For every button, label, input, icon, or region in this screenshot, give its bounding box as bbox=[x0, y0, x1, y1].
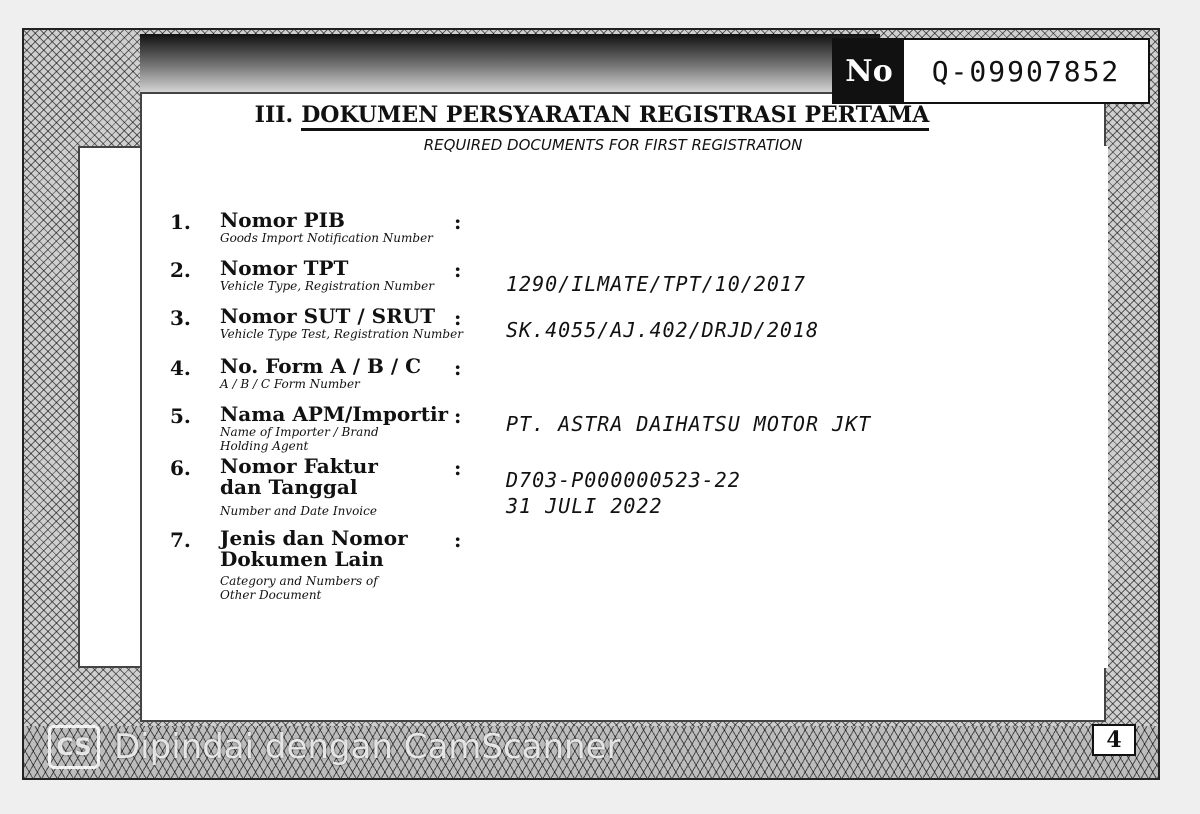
section-number: III. bbox=[254, 102, 294, 128]
field-colon: : bbox=[454, 258, 462, 282]
inner-panel-right bbox=[1102, 146, 1108, 668]
field-label-text: Nomor PIB bbox=[220, 208, 345, 232]
field-label bbox=[220, 528, 420, 602]
field-number: 7. bbox=[170, 528, 191, 552]
field-value: 1290/ILMATE/TPT/10/2017 bbox=[506, 272, 806, 296]
field-value: D703-P000000523-22 bbox=[506, 468, 741, 492]
serial-number: Q-09907852 bbox=[931, 54, 1121, 88]
field-label-text: Nama APM/Importir bbox=[220, 402, 449, 426]
field-row-form bbox=[170, 356, 970, 406]
field-value: SK.4055/AJ.402/DRJD/2018 bbox=[506, 318, 819, 342]
field-label bbox=[220, 356, 465, 391]
field-label-text: Jenis dan Nomor Dokumen Lain bbox=[220, 526, 408, 571]
field-label-english: Goods Import Notification Number bbox=[220, 231, 433, 245]
frame-top-band bbox=[140, 34, 880, 94]
field-row-sut bbox=[170, 306, 970, 356]
field-label-text: Nomor SUT / SRUT bbox=[220, 304, 436, 328]
field-value: PT. ASTRA DAIHATSU MOTOR JKT bbox=[506, 412, 872, 436]
field-colon: : bbox=[454, 528, 462, 552]
field-label-text: Nomor Faktur dan Tanggal bbox=[220, 454, 378, 499]
field-number: 2. bbox=[170, 258, 191, 282]
field-label-text: Nomor TPT bbox=[220, 256, 349, 280]
field-label-english: Name of Importer / Brand Holding Agent bbox=[220, 425, 379, 453]
page-number: 4 bbox=[1092, 724, 1136, 756]
section-title-text: DOKUMEN PERSYARATAN REGISTRASI PERTAMA bbox=[301, 102, 929, 131]
field-label bbox=[220, 306, 465, 341]
field-label bbox=[220, 456, 400, 518]
field-row-importer bbox=[170, 404, 970, 454]
field-colon: : bbox=[454, 356, 462, 380]
field-label bbox=[220, 404, 465, 453]
field-colon: : bbox=[454, 306, 462, 330]
field-colon: : bbox=[454, 404, 462, 428]
serial-number-box bbox=[832, 38, 1150, 104]
camscanner-logo-icon: CS bbox=[48, 725, 100, 769]
scanner-watermark bbox=[48, 722, 621, 772]
field-row-invoice bbox=[170, 456, 970, 520]
field-row-tpt bbox=[170, 258, 970, 308]
field-label-text: No. Form A / B / C bbox=[220, 354, 422, 378]
inner-panel-left bbox=[78, 146, 144, 668]
serial-prefix: No bbox=[834, 40, 904, 102]
field-number: 3. bbox=[170, 306, 191, 330]
field-number: 5. bbox=[170, 404, 191, 428]
field-number: 4. bbox=[170, 356, 191, 380]
field-label bbox=[220, 258, 465, 293]
field-label-english: Category and Numbers of Other Document bbox=[220, 574, 378, 602]
field-row-pib bbox=[170, 210, 970, 260]
field-colon: : bbox=[454, 210, 462, 234]
section-subtitle: REQUIRED DOCUMENTS FOR FIRST REGISTRATION bbox=[423, 136, 803, 154]
field-number: 1. bbox=[170, 210, 191, 234]
section-title bbox=[254, 102, 930, 128]
field-label-english: Vehicle Type Test, Registration Number bbox=[220, 327, 463, 341]
field-label-english: Vehicle Type, Registration Number bbox=[220, 279, 434, 293]
field-label-english: A / B / C Form Number bbox=[220, 377, 360, 391]
field-row-other-document bbox=[170, 528, 970, 608]
watermark-text: Dipindai dengan CamScanner bbox=[114, 727, 621, 767]
field-label-english: Number and Date Invoice bbox=[220, 504, 377, 518]
field-value-secondary: 31 JULI 2022 bbox=[506, 494, 663, 518]
field-number: 6. bbox=[170, 456, 191, 480]
field-colon: : bbox=[454, 456, 462, 480]
field-label bbox=[220, 210, 465, 245]
